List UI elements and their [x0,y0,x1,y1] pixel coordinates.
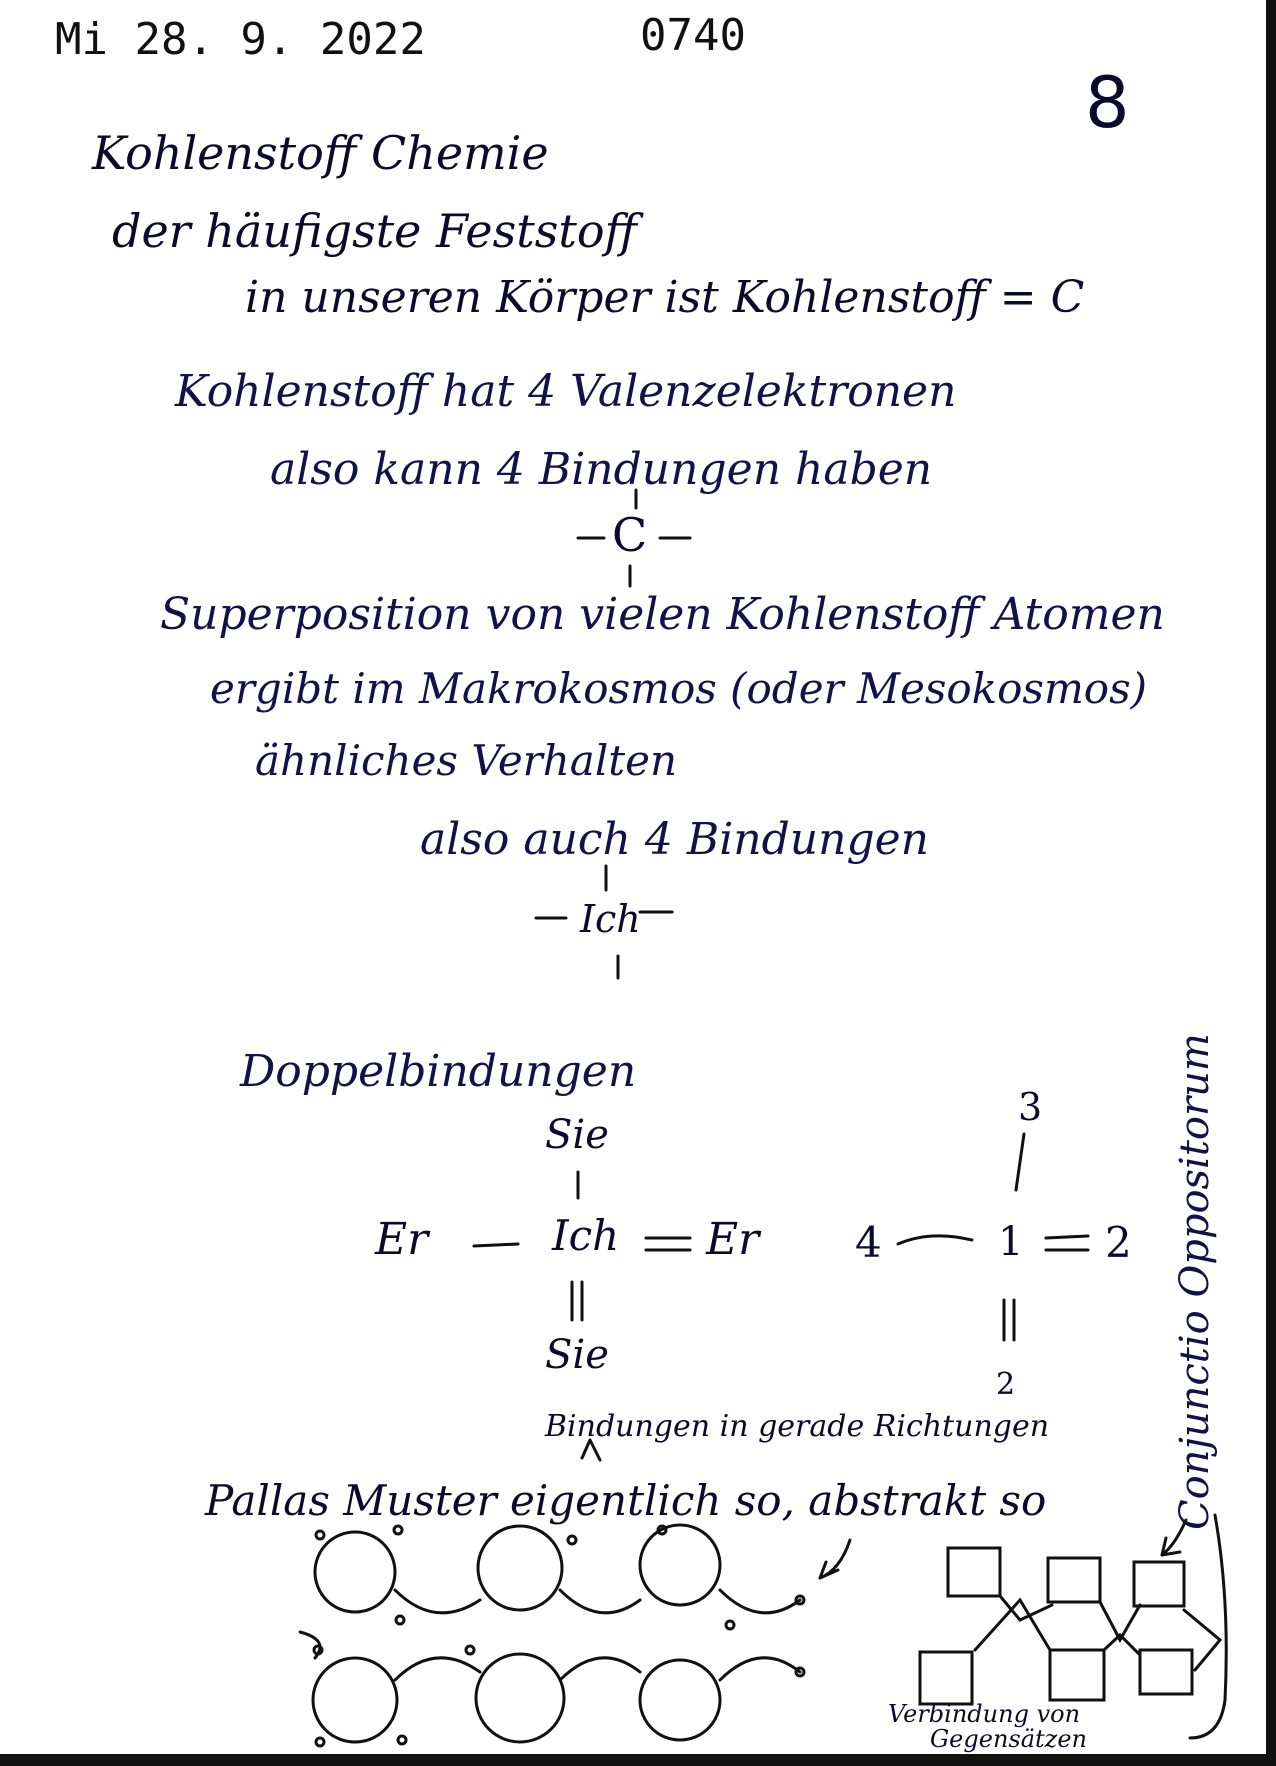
double-right-bottom: 2 [996,1367,1016,1402]
double-left-bottom: Sie [545,1332,609,1378]
bottom-label-2: Gegensätzen [930,1725,1087,1753]
line-3: in unseren Körper ist Kohlenstoff = C [245,272,1085,323]
double-right-right: 2 [1105,1218,1132,1267]
bottom-label-1: Verbindung von [888,1700,1081,1728]
line-10: Doppelbindungen [240,1046,637,1097]
double-right-top: 3 [1018,1085,1043,1129]
double-left-left: Er [375,1214,429,1265]
page-edge-right [1266,0,1276,1766]
line-9: also auch 4 Bindungen [420,814,930,865]
page-number: 8 [1085,62,1130,144]
line-5: also kann 4 Bindungen haben [270,444,933,495]
line-7: ergibt im Makrokosmos (oder Mesokosmos) [210,664,1148,713]
line-11: Bindungen in gerade Richtungen [545,1409,1050,1444]
line-8: ähnliches Verhalten [255,736,678,785]
page-edge-bottom [0,1754,1276,1766]
double-left-top: Sie [545,1112,609,1158]
double-right-left: 4 [855,1218,882,1267]
line-title: Kohlenstoff Chemie [92,126,549,180]
line-2: der häufigste Feststoff [112,204,638,258]
side-label: Conjunctio Oppositorum [1172,1033,1218,1530]
time-heading: 0740 [640,10,746,61]
carbon-symbol: C [612,508,648,562]
ich-symbol: Ich [580,897,641,941]
date-heading: Mi 28. 9. 2022 [55,14,426,65]
double-left-right: Er [706,1214,760,1265]
line-4: Kohlenstoff hat 4 Valenzelektronen [175,366,957,417]
double-right-center: 1 [998,1219,1024,1265]
double-left-center: Ich [552,1211,620,1260]
line-12: Pallas Muster eigentlich so, abstrakt so [205,1476,1047,1525]
line-6: Superposition von vielen Kohlenstoff Atomen [160,589,1165,640]
